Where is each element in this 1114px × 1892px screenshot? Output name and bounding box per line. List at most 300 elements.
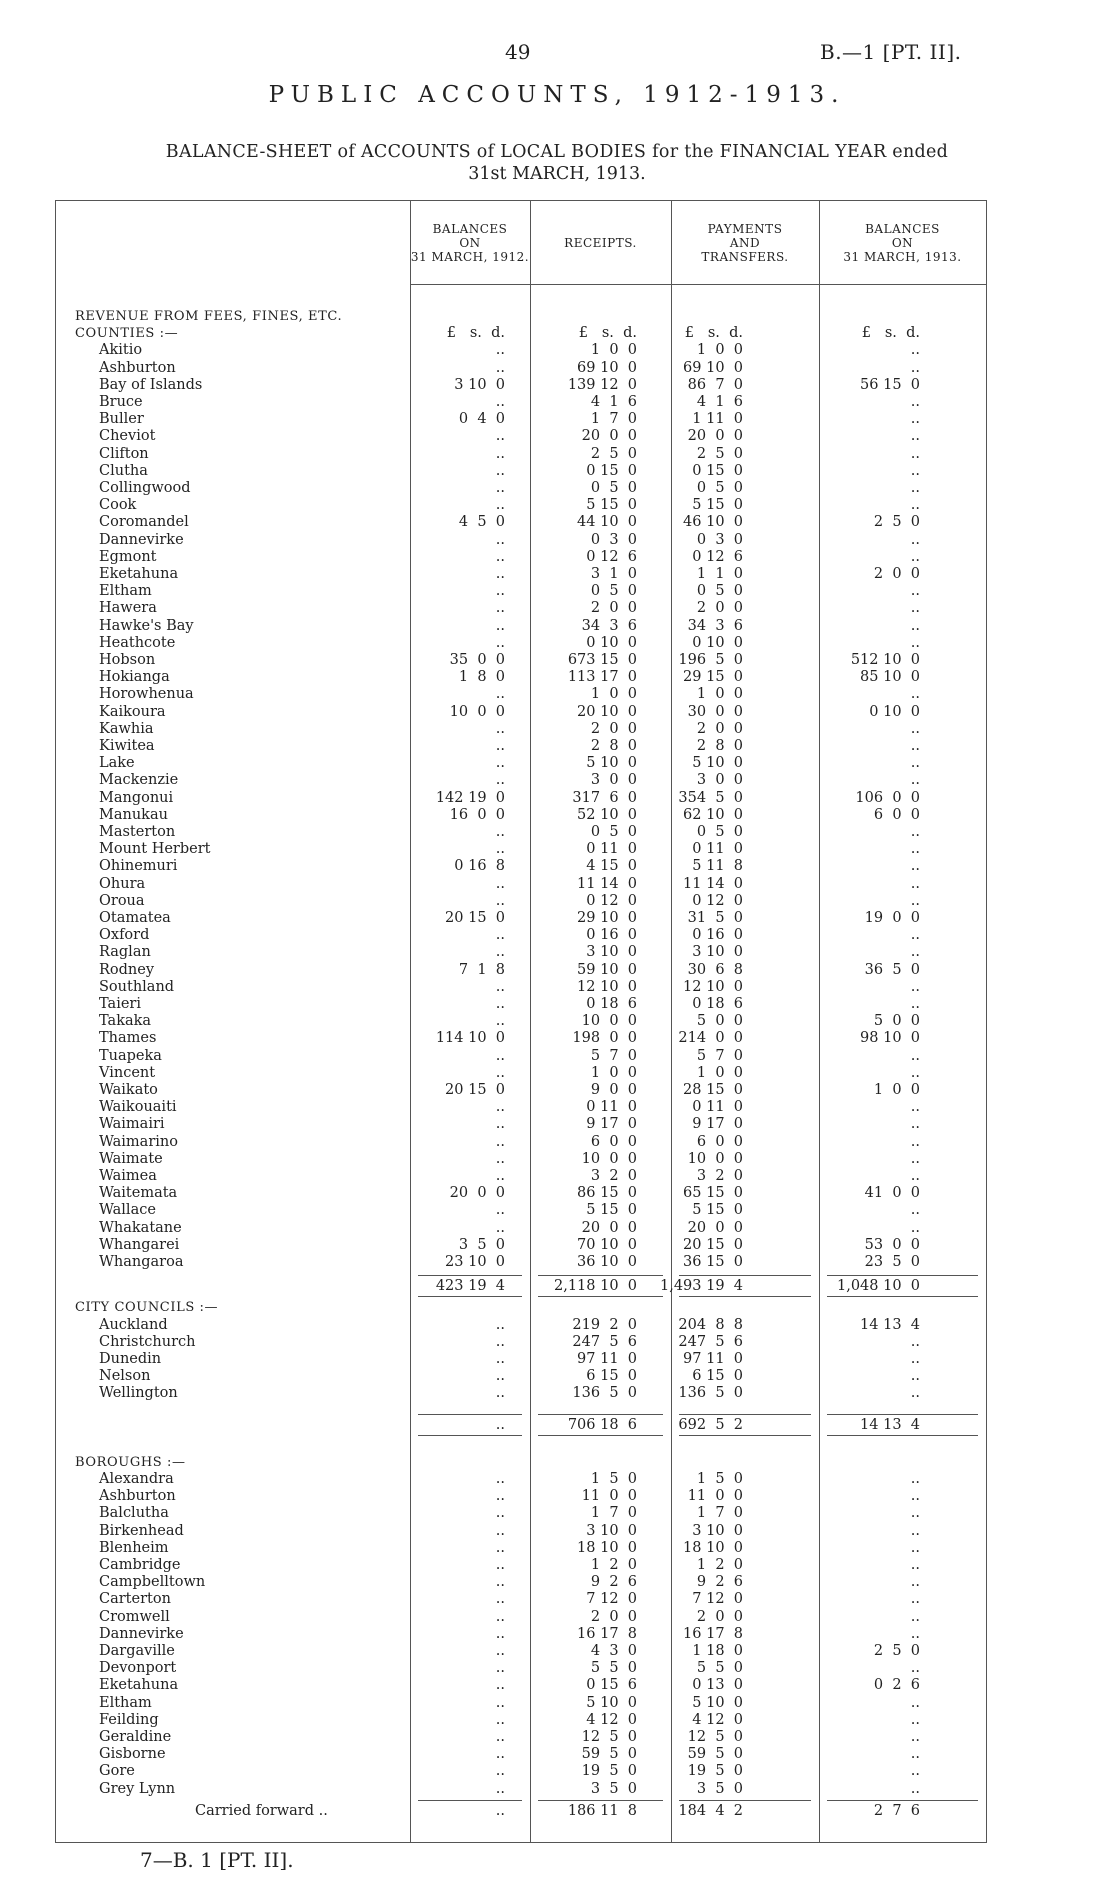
amount-cell: 219 2 0 bbox=[572, 1316, 637, 1333]
page-title: PUBLIC ACCOUNTS, 1912-1913. bbox=[268, 82, 846, 108]
table-row bbox=[55, 1712, 987, 1729]
amount-cell: 6 15 0 bbox=[692, 1368, 743, 1385]
entity-name: Takaka bbox=[99, 1013, 152, 1030]
subtotal-rule bbox=[418, 1414, 522, 1415]
amount-cell: .. bbox=[495, 996, 505, 1012]
amount-cell: .. bbox=[495, 1488, 505, 1505]
amount-cell: .. bbox=[910, 755, 920, 772]
amount-cell: 5 0 0 bbox=[696, 1013, 743, 1030]
table-row bbox=[55, 342, 987, 359]
amount-cell: .. bbox=[495, 892, 505, 909]
subtotal-rule bbox=[827, 1414, 978, 1415]
amount-cell: 52 10 0 bbox=[577, 806, 637, 823]
amount-cell: 4 5 0 bbox=[458, 514, 505, 531]
amount-cell: 98 10 0 bbox=[860, 1030, 920, 1047]
amount-cell: 59 10 0 bbox=[577, 961, 637, 978]
amount-cell: 9 17 0 bbox=[586, 1116, 637, 1133]
amount-cell: 1 0 0 bbox=[590, 686, 637, 703]
amount-cell: 1 8 0 bbox=[458, 669, 505, 686]
amount-cell: 2,118 10 0 bbox=[553, 1278, 637, 1295]
amount-cell: 2 0 0 bbox=[590, 720, 637, 737]
amount-cell: 5 15 0 bbox=[692, 497, 743, 514]
carried-forward-rule bbox=[679, 1800, 811, 1801]
amount-cell: 16 17 8 bbox=[577, 1625, 637, 1642]
table-row bbox=[55, 1099, 987, 1116]
amount-cell: 1 7 0 bbox=[590, 1505, 637, 1522]
table-row bbox=[55, 1202, 987, 1219]
amount-cell: 12 5 0 bbox=[581, 1729, 637, 1745]
entity-name: Christchurch bbox=[99, 1333, 196, 1350]
amount-cell: .. bbox=[495, 1416, 505, 1433]
amount-cell: 19 5 0 bbox=[581, 1763, 637, 1780]
amount-cell: .. bbox=[495, 394, 505, 410]
amount-cell: .. bbox=[495, 1746, 505, 1763]
amount-cell: 0 11 0 bbox=[692, 1099, 743, 1116]
table-row bbox=[55, 1729, 987, 1746]
amount-cell: 3 5 0 bbox=[696, 1780, 743, 1797]
table-row bbox=[55, 1695, 987, 1712]
entity-name: Eltham bbox=[99, 583, 152, 600]
amount-cell: 20 0 0 bbox=[449, 1185, 505, 1202]
amount-cell: .. bbox=[910, 1539, 920, 1556]
entity-name: Campbelltown bbox=[99, 1574, 206, 1591]
table-row bbox=[55, 583, 987, 600]
entity-name: Manukau bbox=[99, 806, 168, 823]
carried-forward-label: Carried forward .. bbox=[195, 1802, 328, 1819]
amount-cell: .. bbox=[910, 1168, 920, 1184]
table-row bbox=[55, 1660, 987, 1677]
entity-name: Otamatea bbox=[99, 910, 171, 926]
amount-cell: .. bbox=[495, 824, 505, 840]
amount-cell: 31 5 0 bbox=[687, 910, 743, 926]
table-row bbox=[55, 394, 987, 411]
entity-name: Raglan bbox=[99, 944, 151, 961]
amount-cell: .. bbox=[910, 1522, 920, 1539]
amount-cell: 3 10 0 bbox=[586, 1522, 637, 1539]
amount-cell: 20 10 0 bbox=[577, 703, 637, 720]
entity-name: Devonport bbox=[99, 1660, 177, 1677]
table-row bbox=[55, 1151, 987, 1168]
amount-cell: 1 0 0 bbox=[696, 342, 743, 359]
amount-cell: .. bbox=[495, 634, 505, 651]
amount-cell: 2 5 0 bbox=[873, 1643, 920, 1659]
table-row bbox=[55, 1488, 987, 1505]
amount-cell: 5 10 0 bbox=[586, 755, 637, 772]
amount-cell: 0 12 0 bbox=[692, 892, 743, 909]
section-heading: CITY COUNCILS :— bbox=[75, 1300, 219, 1316]
lsd-heading: £ s. d. bbox=[684, 325, 743, 342]
amount-cell: .. bbox=[910, 462, 920, 479]
amount-cell: 19 0 0 bbox=[864, 910, 920, 926]
table-row bbox=[55, 1781, 987, 1798]
subtotal-rule bbox=[538, 1414, 663, 1415]
amount-cell: 0 16 0 bbox=[692, 927, 743, 944]
amount-cell: .. bbox=[910, 892, 920, 909]
amount-cell: .. bbox=[910, 1219, 920, 1236]
amount-cell: .. bbox=[910, 394, 920, 410]
amount-cell: .. bbox=[910, 858, 920, 875]
amount-cell: 1 0 0 bbox=[590, 342, 637, 359]
amount-cell: .. bbox=[910, 996, 920, 1012]
amount-cell: 2 8 0 bbox=[590, 738, 637, 754]
amount-cell: 1 0 0 bbox=[590, 1064, 637, 1081]
subtotal-rule bbox=[827, 1435, 978, 1436]
entity-name: Vincent bbox=[99, 1064, 156, 1081]
amount-cell: 36 15 0 bbox=[683, 1254, 743, 1270]
amount-cell: 0 3 0 bbox=[696, 531, 743, 548]
table-row bbox=[55, 858, 987, 875]
amount-cell: 0 5 0 bbox=[590, 583, 637, 600]
table-row bbox=[55, 1237, 987, 1254]
amount-cell: 53 0 0 bbox=[864, 1236, 920, 1253]
amount-cell: 1 18 0 bbox=[692, 1643, 743, 1659]
table-row bbox=[55, 893, 987, 910]
carried-forward-rule bbox=[418, 1800, 522, 1801]
amount-cell: .. bbox=[495, 617, 505, 634]
table-row bbox=[55, 1168, 987, 1185]
amount-cell: .. bbox=[495, 548, 505, 565]
entity-name: Mangonui bbox=[99, 789, 174, 806]
table-row bbox=[55, 497, 987, 514]
entity-name: Southland bbox=[99, 978, 175, 995]
amount-cell: 0 16 0 bbox=[586, 927, 637, 944]
entity-name: Alexandra bbox=[99, 1471, 174, 1487]
col-head-balances-1913: BALANCES ON 31 MARCH, 1913. bbox=[843, 222, 962, 264]
entity-name: Dannevirke bbox=[99, 1625, 184, 1642]
entity-name: Wellington bbox=[99, 1385, 178, 1402]
entity-name: Nelson bbox=[99, 1368, 151, 1385]
amount-cell: 139 12 0 bbox=[567, 376, 637, 393]
amount-cell: 11 14 0 bbox=[683, 875, 743, 892]
entity-name: Egmont bbox=[99, 548, 157, 565]
amount-cell: .. bbox=[495, 944, 505, 961]
amount-cell: .. bbox=[495, 1539, 505, 1556]
amount-cell: .. bbox=[910, 583, 920, 600]
header-rule bbox=[410, 284, 987, 285]
amount-cell: 3 10 0 bbox=[454, 376, 505, 393]
amount-cell: 247 5 6 bbox=[572, 1333, 637, 1350]
amount-cell: 0 16 8 bbox=[454, 858, 505, 875]
amount-cell: 186 11 8 bbox=[567, 1802, 637, 1819]
section-heading: BOROUGHS :— bbox=[75, 1454, 186, 1470]
table-row bbox=[55, 1368, 987, 1385]
amount-cell: .. bbox=[495, 1013, 505, 1030]
table-row bbox=[55, 996, 987, 1013]
table-row bbox=[55, 876, 987, 893]
amount-cell: 0 15 0 bbox=[586, 462, 637, 479]
amount-cell: 0 10 0 bbox=[586, 634, 637, 651]
amount-cell: 2 8 0 bbox=[696, 738, 743, 754]
table-row bbox=[55, 1082, 987, 1099]
table-row bbox=[55, 411, 987, 428]
col-head-balances-1912: BALANCES ON 31 MARCH, 1912. bbox=[410, 222, 530, 264]
amount-cell: .. bbox=[495, 583, 505, 600]
amount-cell: 0 18 6 bbox=[692, 996, 743, 1012]
amount-cell: .. bbox=[910, 1711, 920, 1728]
amount-cell: .. bbox=[910, 1591, 920, 1608]
amount-cell: 5 11 8 bbox=[692, 858, 743, 875]
table-row bbox=[55, 1334, 987, 1351]
amount-cell: 3 1 0 bbox=[590, 566, 637, 582]
amount-cell: .. bbox=[910, 1660, 920, 1677]
amount-cell: .. bbox=[495, 875, 505, 892]
amount-cell: 673 15 0 bbox=[567, 652, 637, 668]
entity-name: Whangarei bbox=[99, 1236, 180, 1253]
amount-cell: 6 0 0 bbox=[590, 1133, 637, 1150]
amount-cell: 23 10 0 bbox=[445, 1254, 505, 1270]
amount-cell: .. bbox=[495, 1368, 505, 1385]
amount-cell: 28 15 0 bbox=[683, 1082, 743, 1098]
entity-name: Dargaville bbox=[99, 1643, 175, 1659]
amount-cell: 4 3 0 bbox=[590, 1643, 637, 1659]
table-row bbox=[55, 514, 987, 531]
amount-cell: 11 0 0 bbox=[687, 1488, 743, 1505]
amount-cell: .. bbox=[495, 1574, 505, 1591]
amount-cell: .. bbox=[910, 927, 920, 944]
amount-cell: 3 0 0 bbox=[590, 772, 637, 789]
amount-cell: 0 10 0 bbox=[869, 703, 920, 720]
table-row bbox=[55, 1677, 987, 1694]
amount-cell: 2 5 0 bbox=[696, 445, 743, 462]
entity-name: Waimairi bbox=[99, 1116, 165, 1133]
amount-cell: .. bbox=[495, 1625, 505, 1642]
amount-cell: 46 10 0 bbox=[683, 514, 743, 531]
subtotal-rule bbox=[679, 1414, 811, 1415]
entity-name: Coromandel bbox=[99, 514, 189, 531]
amount-cell: 5 10 0 bbox=[586, 1694, 637, 1711]
amount-cell: 10 0 0 bbox=[581, 1150, 637, 1167]
amount-cell: .. bbox=[910, 634, 920, 651]
table-row bbox=[55, 652, 987, 669]
amount-cell: .. bbox=[495, 720, 505, 737]
amount-cell: 10 0 0 bbox=[449, 703, 505, 720]
entity-name: Buller bbox=[99, 411, 144, 428]
amount-cell: 97 11 0 bbox=[683, 1351, 743, 1367]
entity-name: Eketahuna bbox=[99, 566, 179, 582]
entity-name: Cheviot bbox=[99, 428, 156, 445]
amount-cell: 14 13 4 bbox=[860, 1316, 920, 1333]
subtotal-rule bbox=[418, 1275, 522, 1276]
amount-cell: .. bbox=[495, 1351, 505, 1367]
amount-cell: 69 10 0 bbox=[683, 359, 743, 376]
amount-cell: .. bbox=[910, 1763, 920, 1780]
amount-cell: 1 0 0 bbox=[696, 686, 743, 703]
amount-cell: .. bbox=[910, 1505, 920, 1522]
amount-cell: 70 10 0 bbox=[577, 1236, 637, 1253]
amount-cell: 20 0 0 bbox=[581, 428, 637, 445]
amount-cell: .. bbox=[910, 841, 920, 858]
amount-cell: 2 0 0 bbox=[590, 600, 637, 617]
amount-cell: 1 0 0 bbox=[696, 1064, 743, 1081]
amount-cell: .. bbox=[495, 1385, 505, 1402]
entity-name: Bruce bbox=[99, 394, 143, 410]
amount-cell: 4 12 0 bbox=[586, 1711, 637, 1728]
amount-cell: 2 5 0 bbox=[590, 445, 637, 462]
amount-cell: .. bbox=[910, 1351, 920, 1367]
amount-cell: 3 10 0 bbox=[692, 944, 743, 961]
amount-cell: 44 10 0 bbox=[577, 514, 637, 531]
amount-cell: 0 3 0 bbox=[590, 531, 637, 548]
amount-cell: 35 0 0 bbox=[449, 652, 505, 668]
amount-cell: .. bbox=[910, 1729, 920, 1745]
amount-cell: .. bbox=[495, 1522, 505, 1539]
city-councils-heading bbox=[55, 1299, 987, 1316]
amount-cell: .. bbox=[910, 1694, 920, 1711]
amount-cell: .. bbox=[495, 1219, 505, 1236]
amount-cell: 29 15 0 bbox=[683, 669, 743, 686]
amount-cell: .. bbox=[910, 720, 920, 737]
amount-cell: .. bbox=[495, 927, 505, 944]
amount-cell: 0 11 0 bbox=[586, 1099, 637, 1116]
table-row bbox=[55, 1317, 987, 1334]
subtotal-rule bbox=[538, 1435, 663, 1436]
amount-cell: .. bbox=[495, 1608, 505, 1625]
table-row bbox=[55, 480, 987, 497]
amount-cell: .. bbox=[910, 1064, 920, 1081]
table-row bbox=[55, 1643, 987, 1660]
amount-cell: 0 13 0 bbox=[692, 1677, 743, 1694]
amount-cell: 20 0 0 bbox=[581, 1219, 637, 1236]
amount-cell: .. bbox=[910, 617, 920, 634]
table-row bbox=[55, 1763, 987, 1780]
entity-name: Waimarino bbox=[99, 1133, 178, 1150]
amount-cell: 0 12 6 bbox=[692, 548, 743, 565]
amount-cell: 20 15 0 bbox=[445, 1082, 505, 1098]
amount-cell: 114 10 0 bbox=[435, 1030, 505, 1047]
amount-cell: .. bbox=[910, 1385, 920, 1402]
amount-cell: .. bbox=[910, 686, 920, 703]
entity-name: Kaikoura bbox=[99, 703, 166, 720]
amount-cell: .. bbox=[495, 566, 505, 582]
amount-cell: .. bbox=[495, 1660, 505, 1677]
table-row bbox=[55, 1013, 987, 1030]
entity-name: Waikouaiti bbox=[99, 1099, 177, 1116]
entity-name: Thames bbox=[99, 1030, 157, 1047]
subtotal-rule bbox=[827, 1275, 978, 1276]
amount-cell: .. bbox=[910, 978, 920, 995]
amount-cell: 29 10 0 bbox=[577, 910, 637, 926]
amount-cell: 1 1 0 bbox=[696, 566, 743, 582]
counties-heading bbox=[55, 325, 987, 342]
amount-cell: 11 14 0 bbox=[577, 875, 637, 892]
entity-name: Ashburton bbox=[99, 1488, 176, 1505]
entity-name: Cromwell bbox=[99, 1608, 170, 1625]
amount-cell: 3 10 0 bbox=[692, 1522, 743, 1539]
amount-cell: .. bbox=[495, 686, 505, 703]
carried-forward-row bbox=[55, 1803, 987, 1820]
table-row bbox=[55, 1134, 987, 1151]
amount-cell: 10 0 0 bbox=[581, 1013, 637, 1030]
amount-cell: 56 15 0 bbox=[860, 376, 920, 393]
table-row bbox=[55, 1609, 987, 1626]
amount-cell: 85 10 0 bbox=[860, 669, 920, 686]
amount-cell: .. bbox=[495, 841, 505, 858]
amount-cell: .. bbox=[495, 1802, 505, 1819]
amount-cell: .. bbox=[495, 359, 505, 376]
amount-cell: 9 2 6 bbox=[590, 1574, 637, 1591]
entity-name: Feilding bbox=[99, 1711, 159, 1728]
amount-cell: 6 0 0 bbox=[873, 806, 920, 823]
amount-cell: 0 11 0 bbox=[692, 841, 743, 858]
amount-cell: 142 19 0 bbox=[435, 789, 505, 806]
table-row bbox=[55, 360, 987, 377]
table-row bbox=[55, 979, 987, 996]
amount-cell: 0 10 0 bbox=[692, 634, 743, 651]
amount-cell: 65 15 0 bbox=[683, 1185, 743, 1202]
table-row bbox=[55, 1185, 987, 1202]
amount-cell: 0 18 6 bbox=[586, 996, 637, 1012]
amount-cell: .. bbox=[910, 824, 920, 840]
table-row bbox=[55, 721, 987, 738]
amount-cell: .. bbox=[910, 1471, 920, 1487]
table-row bbox=[55, 927, 987, 944]
table-row bbox=[55, 1540, 987, 1557]
entity-name: Tuapeka bbox=[99, 1047, 162, 1064]
amount-cell: 14 13 4 bbox=[860, 1416, 920, 1433]
table-row bbox=[55, 1048, 987, 1065]
amount-cell: 3 5 0 bbox=[590, 1780, 637, 1797]
boroughs-heading bbox=[55, 1454, 987, 1471]
amount-cell: 0 12 0 bbox=[586, 892, 637, 909]
amount-cell: 12 10 0 bbox=[577, 978, 637, 995]
amount-cell: .. bbox=[910, 1746, 920, 1763]
entity-name: Grey Lynn bbox=[99, 1780, 176, 1797]
amount-cell: 2 0 0 bbox=[873, 566, 920, 582]
subtotal-rule bbox=[538, 1275, 663, 1276]
table-row bbox=[55, 738, 987, 755]
footer-reference: 7—B. 1 [PT. II]. bbox=[140, 1848, 294, 1872]
entity-name: Waimea bbox=[99, 1168, 157, 1184]
table-row bbox=[55, 1746, 987, 1763]
amount-cell: 59 5 0 bbox=[581, 1746, 637, 1763]
amount-cell: 16 0 0 bbox=[449, 806, 505, 823]
entity-name: Bay of Islands bbox=[99, 376, 203, 393]
table-row bbox=[55, 1523, 987, 1540]
table-row bbox=[55, 910, 987, 927]
amount-cell: .. bbox=[910, 600, 920, 617]
table-row bbox=[55, 704, 987, 721]
amount-cell: 2 0 0 bbox=[696, 600, 743, 617]
amount-cell: 34 3 6 bbox=[687, 617, 743, 634]
amount-cell: .. bbox=[495, 531, 505, 548]
table-row bbox=[55, 669, 987, 686]
amount-cell: 1 0 0 bbox=[873, 1082, 920, 1098]
entity-name: Oxford bbox=[99, 927, 150, 944]
amount-cell: .. bbox=[910, 1202, 920, 1219]
amount-cell: 9 2 6 bbox=[696, 1574, 743, 1591]
entity-name: Rodney bbox=[99, 961, 155, 978]
amount-cell: 36 10 0 bbox=[577, 1254, 637, 1270]
col-head-receipts: RECEIPTS. bbox=[564, 236, 637, 250]
entity-name: Mackenzie bbox=[99, 772, 179, 789]
amount-cell: 0 15 6 bbox=[586, 1677, 637, 1694]
amount-cell: 0 5 0 bbox=[590, 824, 637, 840]
amount-cell: .. bbox=[910, 1557, 920, 1573]
amount-cell: 6 0 0 bbox=[696, 1133, 743, 1150]
entity-name: Auckland bbox=[99, 1316, 168, 1333]
section-heading: REVENUE FROM FEES, FINES, ETC. bbox=[75, 309, 343, 324]
entity-name: Hawera bbox=[99, 600, 157, 617]
entity-name: Cook bbox=[99, 497, 137, 514]
amount-cell: .. bbox=[495, 1150, 505, 1167]
entity-name: Carterton bbox=[99, 1591, 171, 1608]
amount-cell: 86 15 0 bbox=[577, 1185, 637, 1202]
amount-cell: 0 12 6 bbox=[586, 548, 637, 565]
amount-cell: .. bbox=[495, 1729, 505, 1745]
entity-name: Masterton bbox=[99, 824, 176, 840]
amount-cell: .. bbox=[910, 342, 920, 359]
amount-cell: .. bbox=[495, 428, 505, 445]
